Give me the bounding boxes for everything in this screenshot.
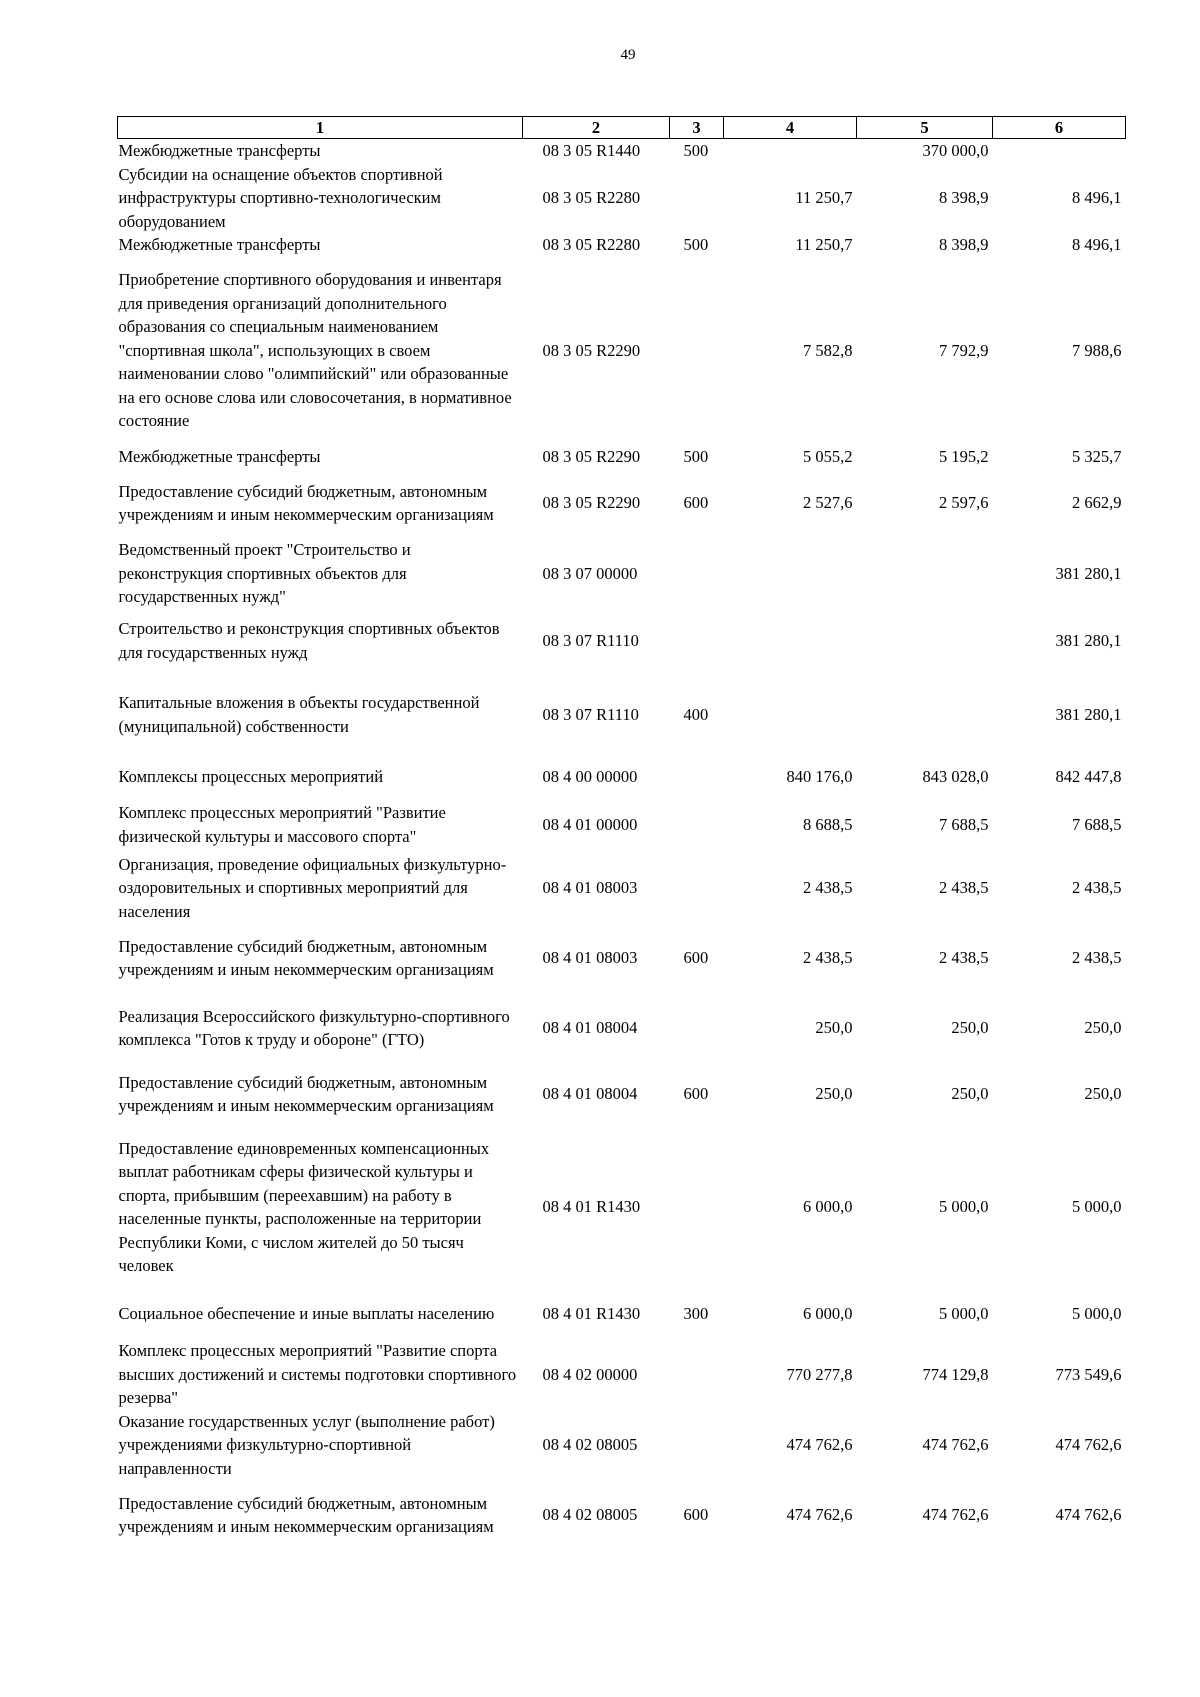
- table-row: [118, 1410, 1126, 1481]
- row-value-6: 7 988,6: [1072, 340, 1122, 360]
- row-code: 08 4 02 00000: [542, 1364, 638, 1384]
- row-name: Комплекс процессных мероприятий "Развитие физической культуры и массового спорта": [118, 803, 446, 846]
- table-row: [118, 468, 1126, 538]
- row-type: 300: [683, 1304, 709, 1324]
- row-name: Комплекс процессных мероприятий "Развитие спорта высших достижений и системы подготовки спортивного резерва": [118, 1341, 517, 1407]
- row-value-4: 8 688,5: [803, 814, 853, 834]
- row-type: 600: [683, 493, 709, 513]
- row-name: Межбюджетные трансферты: [118, 446, 321, 466]
- row-code: 08 4 01 R1430: [542, 1304, 641, 1324]
- table-header: [118, 117, 1126, 139]
- row-value-4: 2 438,5: [803, 948, 853, 968]
- row-name: Субсидии на оснащение объектов спортивной инфраструктуры спортивно-технологическим оборудованием: [118, 164, 443, 231]
- row-value-6: 250,0: [1084, 1018, 1122, 1038]
- header-col-4: 4: [724, 117, 857, 139]
- row-value-5: [857, 673, 993, 757]
- row-name: Межбюджетные трансферты: [118, 141, 321, 160]
- row-type: [670, 757, 724, 797]
- row-value-5: [857, 609, 993, 673]
- table-row: [118, 233, 1126, 257]
- row-value-5: 2 597,6: [939, 493, 989, 513]
- header-col-5: 5: [857, 117, 993, 139]
- row-type: 600: [683, 1084, 709, 1104]
- row-name: Оказание государственных услуг (выполнение работ) учреждениями физкультурно-спортивной направленности: [118, 1411, 495, 1478]
- page-number: 49: [620, 47, 636, 63]
- row-code: 08 4 00 00000: [542, 766, 638, 786]
- table-row: [118, 1063, 1126, 1125]
- row-value-4: 6 000,0: [803, 1304, 853, 1324]
- table-row: [118, 538, 1126, 609]
- row-code: 08 4 02 08005: [542, 1435, 638, 1454]
- row-name: Предоставление субсидий бюджетным, автономным учреждениям и иным некоммерческим организациям: [118, 1493, 494, 1536]
- table-row: [118, 673, 1126, 757]
- table-row: [118, 139, 1126, 163]
- row-value-6: 250,0: [1084, 1084, 1122, 1104]
- row-type: [670, 609, 724, 673]
- row-type: [670, 853, 724, 924]
- row-code: 08 4 01 R1430: [542, 1197, 641, 1217]
- row-value-4: [724, 538, 857, 609]
- row-value-5: 8 398,9: [939, 235, 989, 254]
- row-type: [670, 163, 724, 234]
- table-row: [118, 853, 1126, 924]
- row-name: Предоставление субсидий бюджетным, автономным учреждениям и иным некоммерческим организациям: [118, 1072, 494, 1115]
- header-col-1: 1: [118, 117, 523, 139]
- row-value-5: 474 762,6: [922, 1505, 989, 1525]
- table-row: [118, 757, 1126, 797]
- row-value-6: 2 438,5: [1072, 948, 1122, 968]
- row-name: Капитальные вложения в объекты государственной (муниципальной) собственности: [118, 693, 480, 736]
- row-type: [670, 538, 724, 609]
- row-value-6: [993, 139, 1126, 163]
- row-value-6: 7 688,5: [1072, 814, 1122, 834]
- row-value-4: [724, 673, 857, 757]
- row-value-5: [857, 538, 993, 609]
- row-code: 08 3 05 R2280: [542, 188, 641, 207]
- row-code: 08 3 05 R1440: [542, 141, 641, 160]
- row-value-5: 474 762,6: [922, 1435, 989, 1454]
- row-value-4: 2 438,5: [803, 878, 853, 897]
- row-value-6: 381 280,1: [1055, 630, 1122, 650]
- row-value-5: 5 195,2: [939, 446, 989, 466]
- row-value-6: 381 280,1: [1055, 704, 1122, 724]
- row-type: 400: [683, 704, 709, 724]
- header-col-3: 3: [670, 117, 724, 139]
- row-type: [670, 797, 724, 853]
- row-value-4: 770 277,8: [786, 1364, 853, 1384]
- row-value-6: 474 762,6: [1055, 1505, 1122, 1525]
- row-value-6: 5 000,0: [1072, 1304, 1122, 1324]
- row-value-5: 250,0: [951, 1084, 989, 1104]
- row-type: 500: [683, 235, 709, 254]
- row-value-5: 370 000,0: [922, 141, 989, 160]
- row-code: 08 3 05 R2290: [542, 493, 641, 513]
- row-value-6: 8 496,1: [1072, 235, 1122, 254]
- table-row: [118, 797, 1126, 853]
- header-col-6: 6: [993, 117, 1126, 139]
- row-type: 600: [683, 948, 709, 968]
- row-name: Строительство и реконструкция спортивных объектов для государственных нужд: [118, 619, 500, 662]
- table-body: [118, 139, 1126, 1551]
- row-value-5: 8 398,9: [939, 188, 989, 207]
- row-value-6: 2 662,9: [1072, 493, 1122, 513]
- row-code: 08 4 01 08004: [542, 1018, 638, 1038]
- row-type: [670, 1410, 724, 1481]
- table-row: [118, 1339, 1126, 1410]
- row-value-4: 840 176,0: [786, 766, 853, 786]
- row-value-4: 250,0: [815, 1018, 853, 1038]
- table-row: [118, 993, 1126, 1063]
- row-code: 08 3 05 R2290: [542, 446, 641, 466]
- row-value-4: [724, 139, 857, 163]
- row-name: Ведомственный проект "Строительство и реконструкция спортивных объектов для государственных нужд": [118, 540, 411, 606]
- row-value-4: 250,0: [815, 1084, 853, 1104]
- row-type: [670, 1339, 724, 1410]
- table-row: [118, 609, 1126, 673]
- row-value-5: 7 688,5: [939, 814, 989, 834]
- table-row: [118, 257, 1126, 445]
- row-type: [670, 1125, 724, 1289]
- row-value-4: 6 000,0: [803, 1197, 853, 1217]
- row-code: 08 3 07 00000: [542, 563, 638, 583]
- row-code: 08 3 05 R2290: [542, 340, 641, 360]
- budget-table: [117, 116, 1126, 1550]
- row-value-5: 774 129,8: [922, 1364, 989, 1384]
- row-name: Межбюджетные трансферты: [118, 235, 321, 254]
- row-value-6: 474 762,6: [1055, 1435, 1122, 1454]
- row-value-6: 5 000,0: [1072, 1197, 1122, 1217]
- row-type: 500: [683, 446, 709, 466]
- row-value-5: 5 000,0: [939, 1304, 989, 1324]
- row-value-4: 5 055,2: [803, 446, 853, 466]
- row-value-4: [724, 609, 857, 673]
- row-code: 08 3 07 R1110: [542, 704, 639, 724]
- row-value-6: 381 280,1: [1055, 563, 1122, 583]
- row-value-5: 2 438,5: [939, 948, 989, 968]
- row-value-4: 11 250,7: [795, 188, 853, 207]
- row-value-5: 2 438,5: [939, 878, 989, 897]
- table-row: [118, 1289, 1126, 1339]
- row-code: 08 3 07 R1110: [542, 630, 639, 650]
- row-value-6: 842 447,8: [1055, 766, 1122, 786]
- header-col-2: 2: [523, 117, 670, 139]
- table-row: [118, 163, 1126, 234]
- row-value-6: 8 496,1: [1072, 188, 1122, 207]
- row-value-5: 843 028,0: [922, 766, 989, 786]
- row-name: Социальное обеспечение и иные выплаты населению: [118, 1304, 495, 1324]
- row-code: 08 4 01 08003: [542, 948, 638, 968]
- row-name: Приобретение спортивного оборудования и инвентаря для приведения организаций дополнительного образования со специальным наименованием "спортивная школа", использующих в своем наименовании слово "олимпийский" или образованные на его основе слова или словосочетания, в нормативное состояние: [118, 270, 512, 431]
- row-value-5: 5 000,0: [939, 1197, 989, 1217]
- row-code: 08 3 05 R2280: [542, 235, 641, 254]
- table-row: [118, 1480, 1126, 1550]
- row-value-6: 773 549,6: [1055, 1364, 1122, 1384]
- row-value-5: 7 792,9: [939, 340, 989, 360]
- row-name: Предоставление единовременных компенсационных выплат работникам сферы физической культуры и спорта, прибывшим (переехавшим) на работу в населенные пункты, расположенные на территории Республики Коми, с числом жителей до 50 тысяч человек: [118, 1138, 490, 1275]
- row-name: Предоставление субсидий бюджетным, автономным учреждениям и иным некоммерческим организациям: [118, 936, 494, 979]
- row-value-4: 11 250,7: [795, 235, 853, 254]
- table-row: [118, 923, 1126, 993]
- row-value-4: 474 762,6: [786, 1435, 853, 1454]
- row-value-6: 5 325,7: [1072, 446, 1122, 466]
- row-type: 500: [683, 141, 709, 160]
- row-value-4: 7 582,8: [803, 340, 853, 360]
- row-code: 08 4 01 08004: [542, 1084, 638, 1104]
- row-code: 08 4 01 00000: [542, 814, 638, 834]
- row-name: Реализация Всероссийского физкультурно-спортивного комплекса "Готов к труду и обороне" (ГТО): [118, 1006, 510, 1049]
- row-type: [670, 257, 724, 445]
- row-value-4: 2 527,6: [803, 493, 853, 513]
- row-value-6: 2 438,5: [1072, 878, 1122, 897]
- row-name: Комплексы процессных мероприятий: [118, 766, 384, 786]
- row-code: 08 4 02 08005: [542, 1505, 638, 1525]
- row-type: 600: [683, 1505, 709, 1525]
- row-name: Предоставление субсидий бюджетным, автономным учреждениям и иным некоммерческим организациям: [118, 481, 494, 524]
- row-name: Организация, проведение официальных физкультурно-оздоровительных и спортивных мероприятий для населения: [118, 854, 507, 921]
- row-value-5: 250,0: [951, 1018, 989, 1038]
- table-row: [118, 1125, 1126, 1289]
- table-row: [118, 445, 1126, 469]
- row-code: 08 4 01 08003: [542, 878, 638, 897]
- row-type: [670, 993, 724, 1063]
- row-value-4: 474 762,6: [786, 1505, 853, 1525]
